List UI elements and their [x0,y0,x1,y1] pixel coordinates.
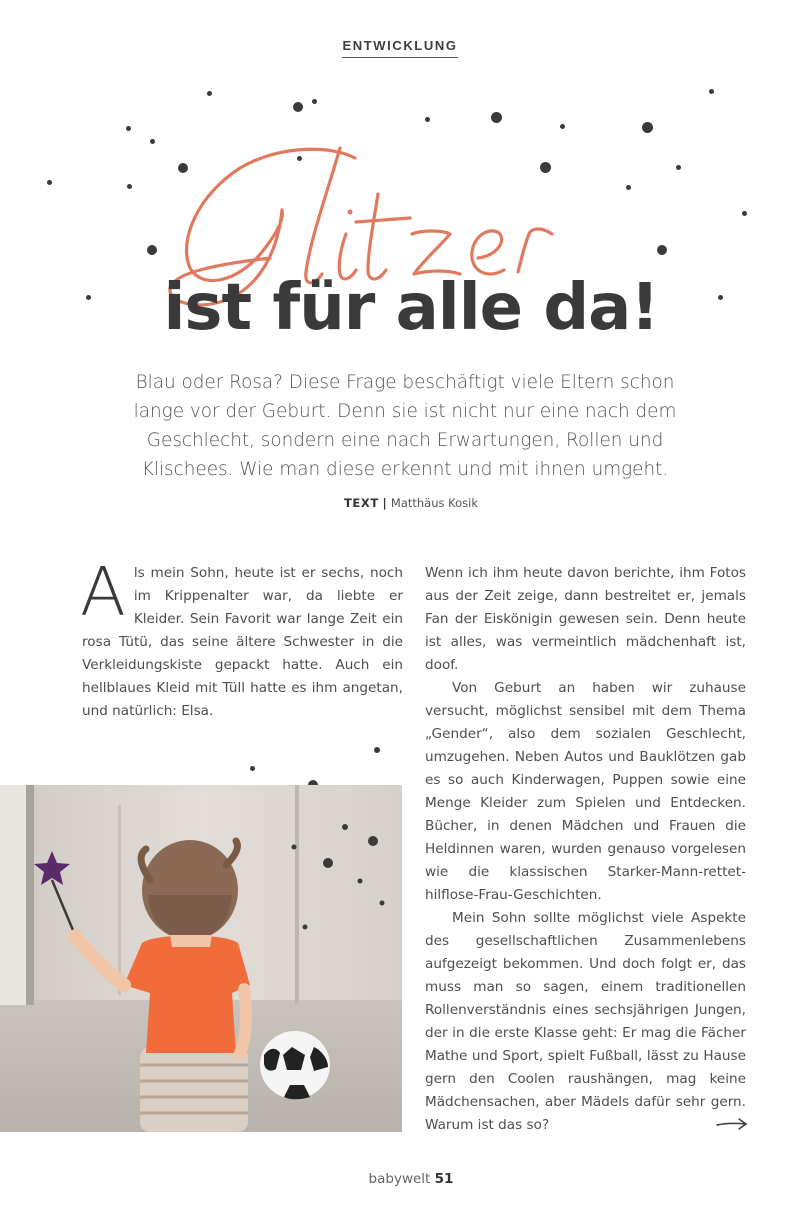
confetti-dot [657,245,667,255]
confetti-dot [250,766,255,771]
dropcap: A [80,553,126,631]
arrow-right-icon [716,1117,748,1131]
lead-paragraph: Blau oder Rosa? Diese Frage beschäftigt viele Eltern schon lange vor der Geburt. Denn sie ist nicht nur eine nach dem Geschlecht, sondern eine nach Erwartungen, Rollen und Klischees. Wie man diese erkennt und mit ihnen umgeht. [133,372,677,480]
headline: ist für alle da! [163,271,659,345]
category-text: ENTWICKLUNG [342,38,457,58]
confetti-dot [207,91,212,96]
page-footer [0,1171,800,1187]
confetti-dot [126,126,131,131]
confetti-dot [425,117,430,122]
confetti-dot [642,122,653,133]
confetti-dot [293,102,303,112]
confetti-dot [150,139,155,144]
article-paragraph [80,553,403,723]
confetti-dot [312,99,317,104]
confetti-dot [709,89,714,94]
toddler-photo [0,785,402,1132]
confetti-dot [491,112,502,123]
credit-label: TEXT [343,496,379,510]
article-paragraph: Mein Sohn sollte möglichst viele Aspekte des gesellschaftlichen Zusammenlebens aufgezeigt bekommen. Und doch folgt er, das muss man so sagen, einem traditionellen Rollenverständnis eines sechsjährigen Jungen, der in die erste Klasse geht: Er mag die Fächer Mathe und Sport, spielt Fußball, lässt zu Hause gern den Coolen raushängen, mag keine Mädchensachen, aber Mädels dafür sehr gern. Warum ist das so? [425,910,746,1133]
article-column-1 [80,553,403,723]
author-credit [0,496,800,510]
confetti-dot [374,747,380,753]
category-label [0,38,800,53]
confetti-dot [742,211,747,216]
toddler-with-star-wand-and-football-photo-icon [0,785,402,1132]
confetti-dot [560,124,565,129]
article-paragraph: Von Geburt an haben wir zuhause versucht, möglichst sensibel mit dem Thema „Gender“, also dem sozialen Geschlecht, umzugehen. Neben Autos und Bauklötzen gab es so auch Kinderwagen, Puppen sowie eine Menge Kleider zum Spielen und Entdecken. Bücher, in denen Mädchen und Frauen die Heldinnen waren, wurden genauso vorgelesen wie die klassischen Starker-Mann-rettet-hilflose-Frau-Geschichten. [425,680,746,903]
confetti-dot [47,180,52,185]
article-paragraph: Wenn ich ihm heute davon berichte, ihm Fotos aus der Zeit zeige, dann bestreitet er, jemals Fan der Eiskönigin gewesen sein. Denn heute ist alles, was vermeintlich mädchenhaft ist, doof. [425,565,746,673]
confetti-dot [127,184,132,189]
i-dot [348,210,353,215]
credit-author: Matthäus Kosik [390,496,479,510]
page-number: 51 [434,1171,454,1187]
credit-separator: | [382,496,388,510]
paragraph-text: ls mein Sohn, heute ist er sechs, noch im Krippenalter war, da liebte er Kleider. Sein Favorit war lange Zeit ein rosa Tütü, das seine ältere Schwester in die Verkleidungskiste gepackt hatte. Auch ein hellblaues Kleid mit Tüll hatte es ihm angetan, und natürlich: Elsa. [82,565,403,719]
article-column-2 [425,562,746,1137]
confetti-dot [147,245,157,255]
confetti-dot [676,165,681,170]
magazine-name: babywelt [368,1171,431,1187]
